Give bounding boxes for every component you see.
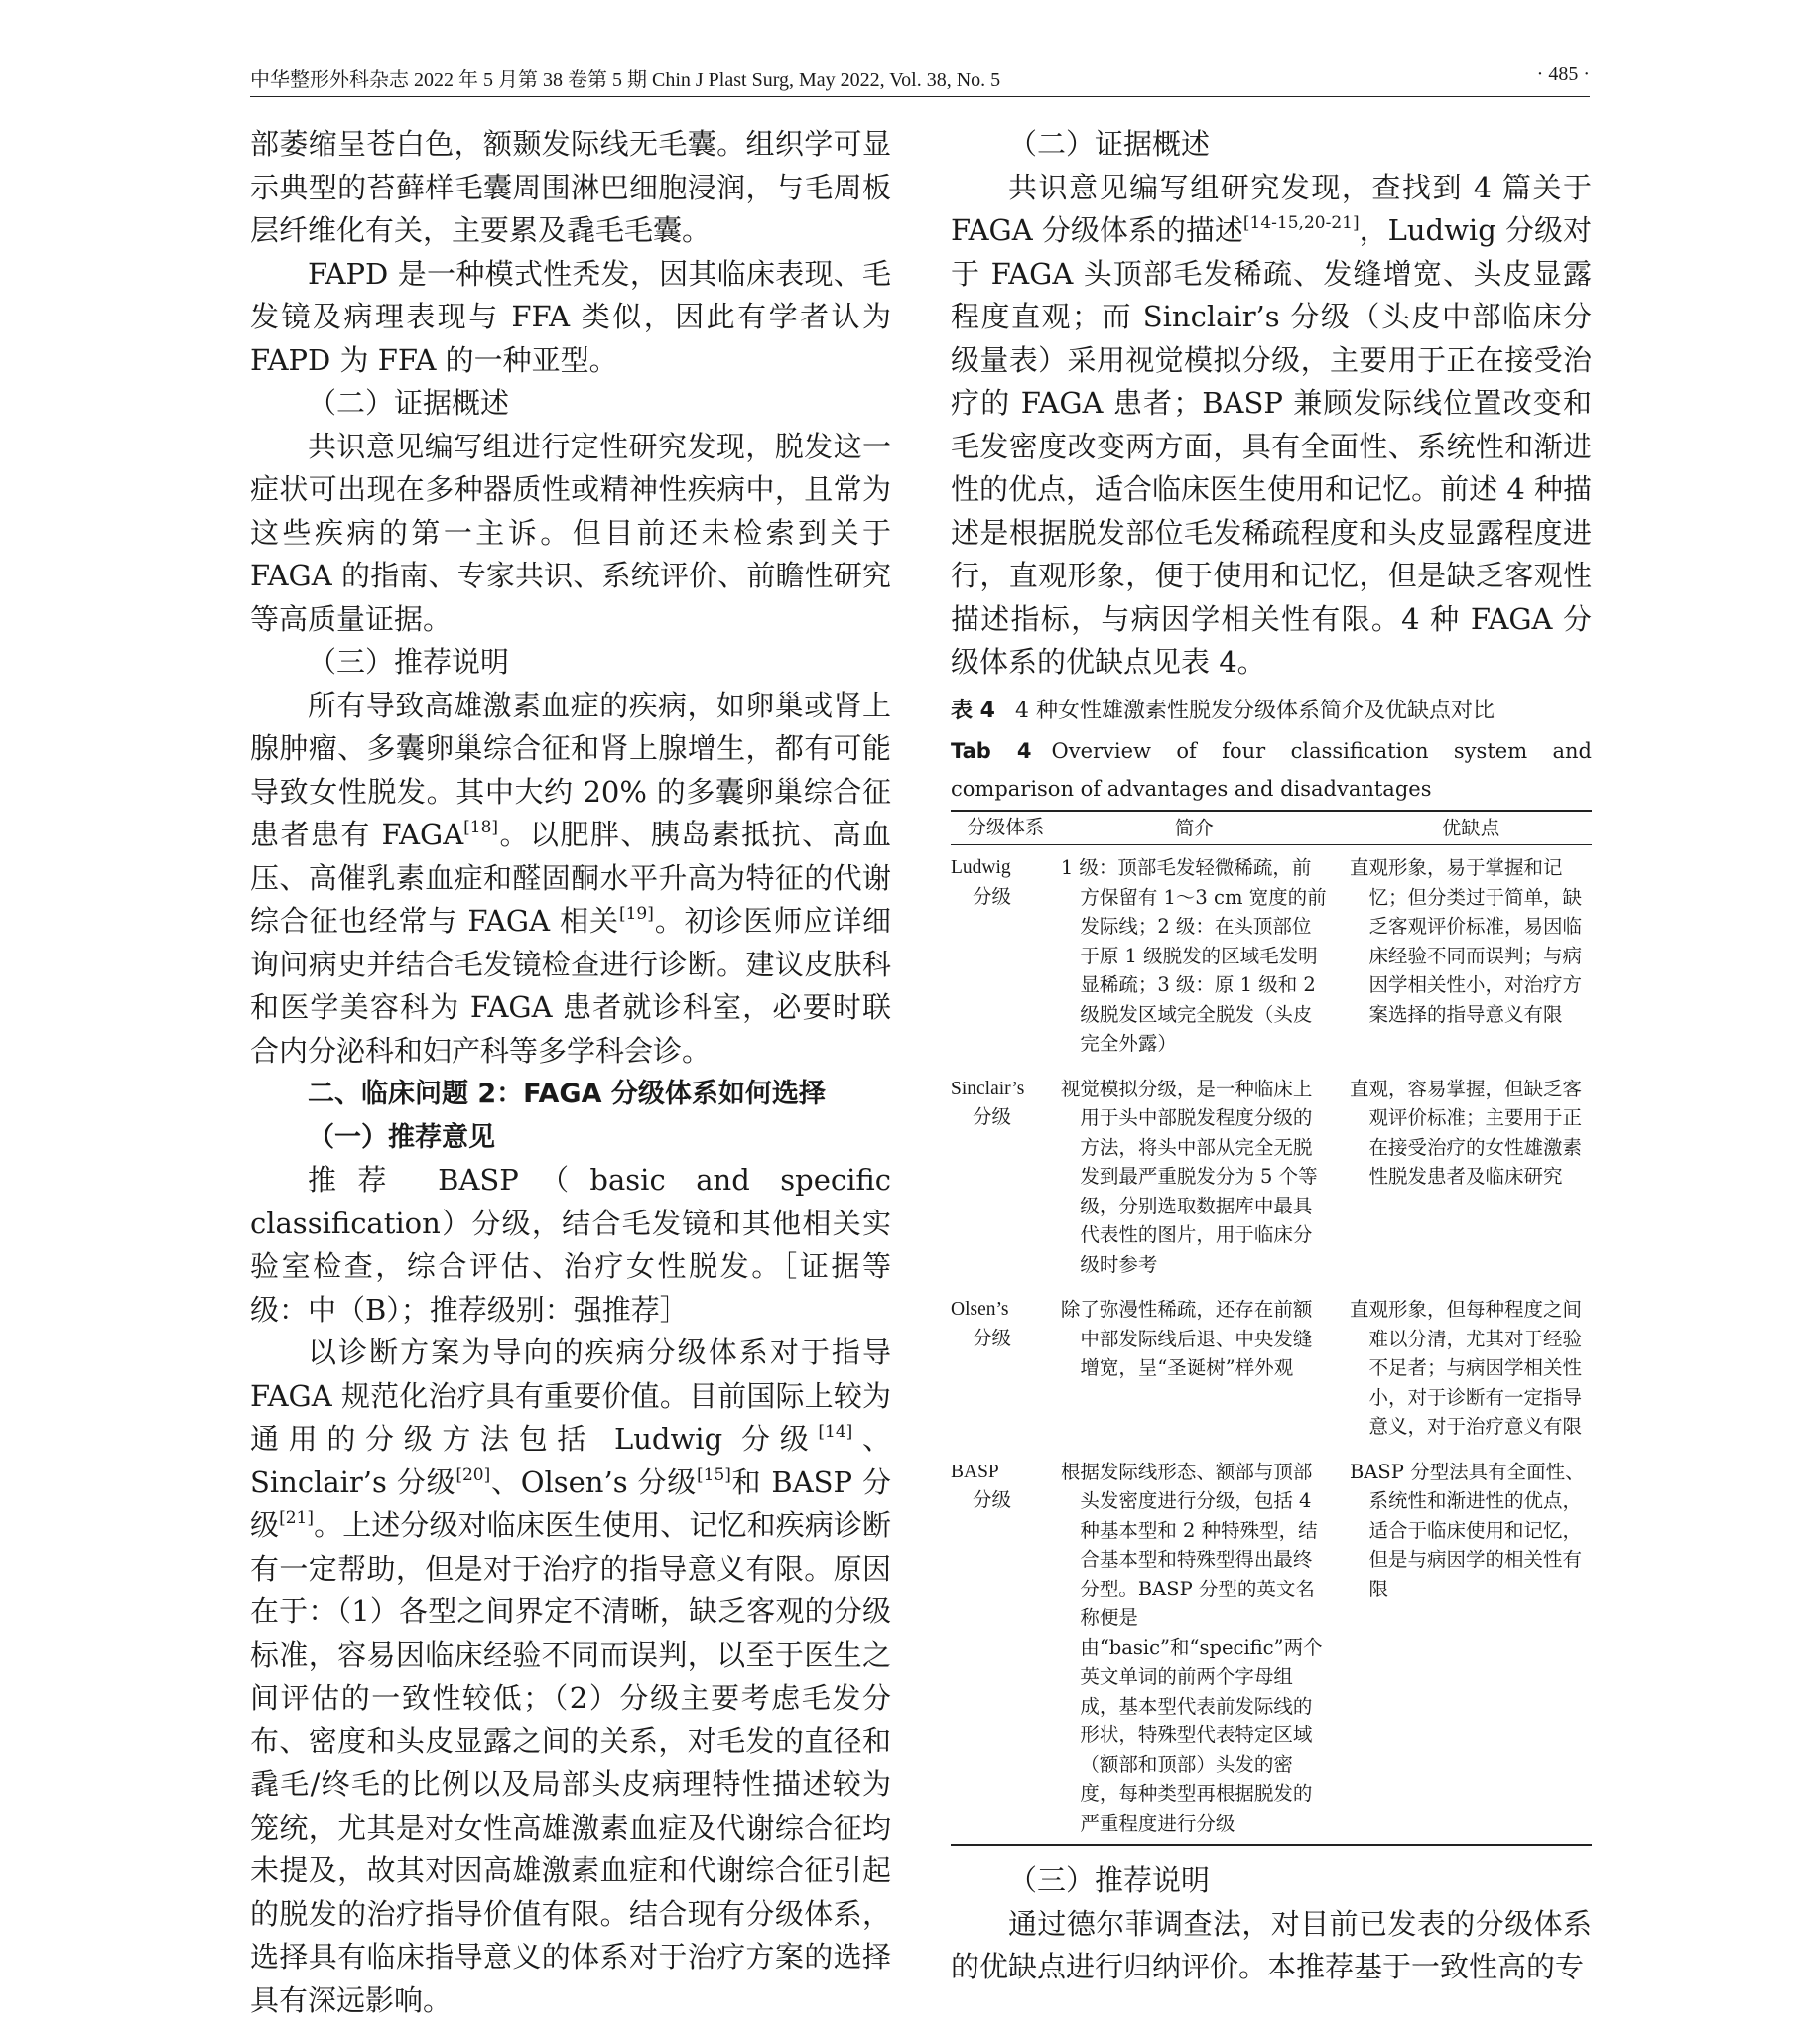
text-run: 共识意见编写组研究发现，查找到 4 篇关于 FAGA 分级体系的描述 bbox=[951, 170, 1592, 247]
classification-table bbox=[951, 810, 1592, 1847]
right-column bbox=[951, 123, 1592, 1989]
system-suffix: 分级 bbox=[973, 1107, 1012, 1128]
citation-ref[interactable]: [18] bbox=[463, 818, 499, 837]
table-label-en: Tab 4 bbox=[951, 738, 1032, 763]
text-run: 。上述分级对临床医生使用、记忆和疾病诊断有一定帮助，但是对于治疗的指导意义有限。原因在于：（1）各型之间界定不清晰，缺乏客观的分级标准，容易因临床经验不同而误判，以至于医生之间评估的一致性较低；（2）分级主要考虑毛发分布、密度和头皮显露之间的关系，对毛发的直径和毳毛/终毛的比例以及局部头皮病理特性描述较为笼统，尤其是对女性高雄激素血症及代谢综合征均未提及，故其对因高雄激素血症和代谢综合征引起的脱发的治疗指导价值有限。结合现有分级体系，选择具有临床指导意义的体系对于治疗方案的选择具有深远影响。 bbox=[250, 1508, 891, 2017]
system-name: Olsen’s bbox=[951, 1299, 1009, 1320]
table-title-en: Overview of four classification system and comparison of advantages and disadvantages bbox=[951, 738, 1592, 801]
table-caption-en bbox=[951, 732, 1592, 808]
system-name-cell bbox=[951, 1458, 1061, 1846]
paragraph bbox=[951, 167, 1592, 685]
system-name: Ludwig bbox=[951, 857, 1011, 878]
table-row bbox=[951, 1458, 1592, 1846]
intro-cell bbox=[1061, 845, 1336, 1075]
paragraph: 推荐 BASP（basic and specific classification）分级，结合毛发镜和其他相关实验室检查，综合评估、治疗女性脱发。［证据等级：中（B）；推荐级别：强推荐］ bbox=[250, 1163, 891, 1327]
pros-cons-cell bbox=[1336, 845, 1592, 1075]
intro-cell bbox=[1061, 1458, 1336, 1846]
pros-cons-cell bbox=[1336, 1075, 1592, 1296]
pros-cons-cell bbox=[1336, 1295, 1592, 1458]
pros-cons-text: 直观形象，但每种程度之间难以分清，尤其对于经验不足者；与病因学相关性小，对于诊断有一定指导意义，对于治疗意义有限 bbox=[1350, 1298, 1583, 1438]
table-caption-cn bbox=[951, 695, 1592, 728]
citation-ref[interactable]: [14-15,20-21] bbox=[1242, 213, 1360, 233]
column-header: 优缺点 bbox=[1336, 811, 1592, 845]
system-suffix: 分级 bbox=[973, 886, 1012, 908]
section-heading: （二）证据概述 bbox=[308, 386, 510, 420]
text-run: 以诊断方案为导向的疾病分级体系对于指导 FAGA 规范化治疗具有重要价值。目前国际上较为通用的分级方法包括 Ludwig 分级 bbox=[250, 1336, 891, 1456]
citation-ref[interactable]: [14] bbox=[818, 1422, 853, 1442]
system-name-cell bbox=[951, 1295, 1061, 1458]
text-run: 、Olsen’s 分级 bbox=[490, 1465, 698, 1499]
column-header: 分级体系 bbox=[951, 811, 1061, 845]
system-suffix: 分级 bbox=[973, 1490, 1012, 1511]
table-row bbox=[951, 1075, 1592, 1296]
paragraph: 通过德尔菲调查法，对目前已发表的分级体系的优缺点进行归纳评价。本推荐基于一致性高的专 bbox=[951, 1906, 1592, 1983]
system-name: Sinclair’s bbox=[951, 1078, 1025, 1099]
paragraph: FAPD 是一种模式性秃发，因其临床表现、毛发镜及病理表现与 FFA 类似，因此有学者认为 FAPD 为 FFA 的一种亚型。 bbox=[250, 256, 891, 377]
intro-text: 除了弥漫性稀疏，还存在前额中部发际线后退、中央发缝增宽，呈“圣诞树”样外观 bbox=[1060, 1298, 1313, 1379]
intro-cell bbox=[1061, 1295, 1336, 1458]
text-run: 和 BASP 分级 bbox=[250, 1465, 891, 1542]
text-run: 。初诊医师应详细询问病史并结合毛发镜检查进行诊断。建议皮肤科和医学美容科为 FAGA 患者就诊科室，必要时联合内分泌科和妇产科等多学科会诊。 bbox=[250, 904, 891, 1068]
section-heading: （三）推荐说明 bbox=[308, 645, 510, 679]
paragraph: 共识意见编写组进行定性研究发现，脱发这一症状可出现在多种器质性或精神性疾病中，且常为这些疾病的第一主诉。但目前还未检索到关于 FAGA 的指南、专家共识、系统评价、前瞻性研究等高质量证据。 bbox=[250, 429, 891, 636]
text-run: ，Ludwig 分级对于 FAGA 头顶部毛发稀疏、发缝增宽、头皮显露程度直观；而 Sinclair’s 分级（头皮中部临床分级量表）采用视觉模拟分级，主要用于正在接受治疗的 FAGA 患者；BASP 兼顾发际线位置改变和毛发密度改变两方面，具有全面性、系统性和渐进性的优点，适合临床医生使用和记忆。前述 4 种描述是根据脱发部位毛发稀疏程度和头皮显露程度进行，直观形象，便于使用和记忆，但是缺乏客观性描述指标，与病因学相关性有限。4 种 FAGA 分级体系的优缺点见表 4。 bbox=[951, 213, 1592, 679]
table-row bbox=[951, 1295, 1592, 1458]
journal-citation: 中华整形外科杂志 2022 年 5 月第 38 卷第 5 期 Chin J Plast Surg, May 2022, Vol. 38, No. 5 bbox=[250, 69, 1001, 91]
text-run: 。以肥胖、胰岛素抵抗、高血压、高催乳素血症和醛固酮水平升高为特征的代谢综合征也经常与 FAGA 相关 bbox=[250, 818, 891, 938]
system-suffix: 分级 bbox=[973, 1328, 1012, 1349]
page-number: · 485 · bbox=[1536, 64, 1590, 85]
paragraph: 部萎缩呈苍白色，额颞发际线无毛囊。组织学可显示典型的苔藓样毛囊周围淋巴细胞浸润，与毛周板层纤维化有关，主要累及毳毛毛囊。 bbox=[250, 127, 891, 247]
left-column bbox=[250, 123, 891, 2022]
system-name-cell bbox=[951, 845, 1061, 1075]
running-header bbox=[250, 64, 1590, 93]
intro-cell bbox=[1061, 1075, 1336, 1296]
citation-ref[interactable]: [19] bbox=[618, 904, 654, 924]
section-heading: （三）推荐说明 bbox=[1008, 1863, 1211, 1897]
pros-cons-text: 直观形象，易于掌握和记忆；但分类过于简单，缺乏客观评价标准，易因临床经验不同而误判；与病因学相关性小，对治疗方案选择的指导意义有限 bbox=[1350, 856, 1583, 1026]
pros-cons-text: 直观，容易掌握，但缺乏客观评价标准；主要用于正在接受治疗的女性雄激素性脱发患者及临床研究 bbox=[1350, 1077, 1583, 1188]
table-row bbox=[951, 845, 1592, 1075]
citation-ref[interactable]: [20] bbox=[455, 1465, 491, 1485]
pros-cons-cell bbox=[1336, 1458, 1592, 1846]
section-heading: （一）推荐意见 bbox=[308, 1121, 495, 1153]
intro-text: 视觉模拟分级，是一种临床上用于头中部脱发程度分级的方法，将头中部从完全无脱发到最严重脱发分为 5 个等级，分别选取数据库中最具代表性的图片，用于临床分级时参考 bbox=[1060, 1077, 1318, 1276]
system-name: BASP bbox=[951, 1461, 999, 1482]
citation-ref[interactable]: [21] bbox=[279, 1508, 315, 1528]
pros-cons-text: BASP 分型法具有全面性、系统性和渐进性的优点，适合于临床使用和记忆，但是与病因学的相关性有限 bbox=[1350, 1460, 1585, 1600]
header-rule bbox=[250, 96, 1590, 97]
intro-text: 1 级：顶部毛发轻微稀疏，前方保留有 1～3 cm 宽度的前发际线；2 级：在头顶部位于原 1 级脱发的区域毛发明显稀疏；3 级：原 1 级和 2 级脱发区域完全脱发（头皮完全外露） bbox=[1060, 856, 1327, 1055]
citation-ref[interactable]: [15] bbox=[697, 1465, 731, 1485]
table-title-cn: 4 种女性雄激素性脱发分级体系简介及优缺点对比 bbox=[1014, 698, 1495, 723]
section-heading: （二）证据概述 bbox=[1008, 127, 1211, 161]
paragraph bbox=[250, 1332, 891, 2022]
text-run: 所有导致高雄激素血症的疾病，如卵巢或肾上腺肿瘤、多囊卵巢综合征和肾上腺增生，都有可能导致女性脱发。其中大约 20% 的多囊卵巢综合征患者患有 FAGA bbox=[250, 688, 891, 851]
table-label-cn: 表 4 bbox=[951, 698, 995, 723]
intro-text: 根据发际线形态、额部与顶部头发密度进行分级，包括 4 种基本型和 2 种特殊型，结合基本型和特殊型得出最终分型。BASP 分型的英文名称便是由“basic”和“specific”两个英文单词的前两个字母组成，基本型代表前发际线的形状，特殊型代表特定区域（额部和顶部）头发的密度，每种类型再根据脱发的严重程度进行分级 bbox=[1060, 1460, 1323, 1835]
question-heading: 二、临床问题 2：FAGA 分级体系如何选择 bbox=[308, 1079, 826, 1109]
paragraph bbox=[250, 685, 891, 1074]
table-header-row bbox=[951, 811, 1592, 845]
system-name-cell bbox=[951, 1075, 1061, 1296]
text-run: 、Sinclair’s 分级 bbox=[250, 1422, 891, 1499]
column-header: 简介 bbox=[1061, 811, 1336, 845]
